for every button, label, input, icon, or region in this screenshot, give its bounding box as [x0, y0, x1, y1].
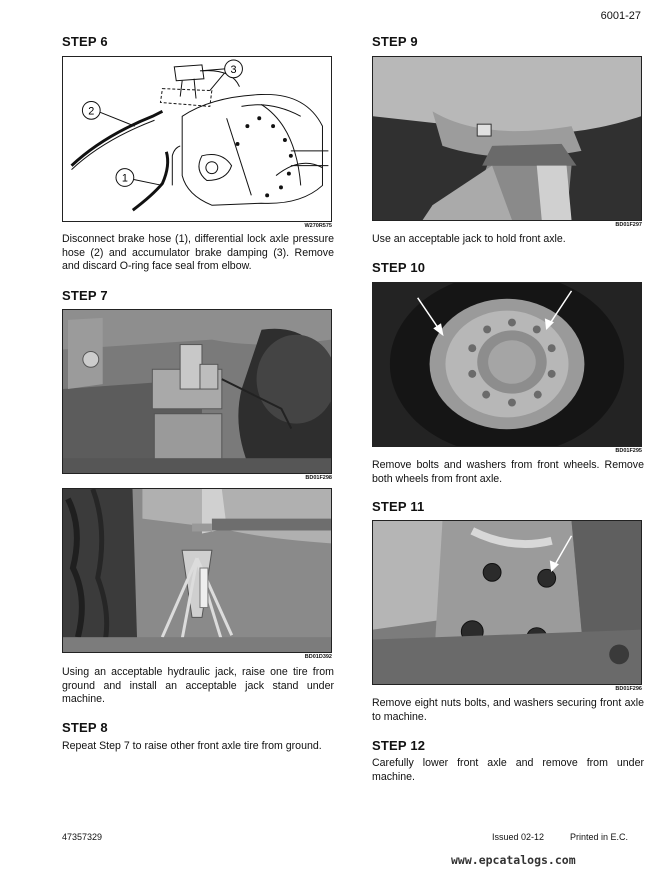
step7-figure2-code: BD01D392 — [304, 654, 332, 660]
step11-title: STEP 11 — [372, 499, 425, 514]
step6-text: Disconnect brake hose (1), differential lock axle pressure hose (2) and accumulator brake damping (3). Remove and discard O-ring face seal from elbow. — [62, 233, 334, 273]
jack-stand-photo — [63, 489, 331, 652]
axle-hose-diagram — [63, 57, 331, 221]
step6-diagram — [62, 56, 332, 222]
callout-1: 1 — [121, 172, 128, 185]
step11-text: Remove eight nuts bolts, and washers securing front axle to machine. — [372, 697, 644, 723]
step11-photo — [372, 520, 642, 685]
step9-title: STEP 9 — [372, 34, 418, 49]
callout-2: 2 — [88, 105, 95, 118]
step7-photo-stand — [62, 488, 332, 653]
step7-photo-jack — [62, 309, 332, 474]
step7-text: Using an acceptable hydraulic jack, raise one tire from ground and install an acceptable jack stand under machine. — [62, 666, 334, 706]
step10-text: Remove bolts and washers from front wheels. Remove both wheels from front axle. — [372, 459, 644, 485]
step6-title: STEP 6 — [62, 34, 108, 49]
step12-title: STEP 12 — [372, 738, 426, 753]
callout-3: 3 — [230, 63, 237, 76]
step10-figure-code: BD01F295 — [615, 448, 642, 454]
printed-in: Printed in E.C. — [570, 832, 629, 842]
page-number: 6001-27 — [600, 10, 641, 22]
axle-jack-photo — [373, 57, 641, 220]
hydraulic-jack-photo — [63, 310, 331, 473]
website-watermark[interactable]: www.epcatalogs.com — [451, 853, 576, 867]
step7-figure1-code: BD01F298 — [305, 475, 332, 481]
step10-photo — [372, 282, 642, 447]
step9-text: Use an acceptable jack to hold front axle. — [372, 233, 566, 245]
wheel-photo — [373, 283, 641, 446]
issued-date: Issued 02-12 — [492, 832, 545, 842]
step9-photo — [372, 56, 642, 221]
step8-title: STEP 8 — [62, 720, 108, 735]
step11-figure-code: BD01F296 — [615, 686, 642, 692]
step9-figure-code: BD01F297 — [615, 222, 642, 228]
step10-title: STEP 10 — [372, 260, 426, 275]
step7-title: STEP 7 — [62, 288, 108, 303]
step6-figure-code: W270R575 — [304, 223, 332, 229]
step12-text: Carefully lower front axle and remove from under machine. — [372, 757, 644, 783]
step8-text: Repeat Step 7 to raise other front axle tire from ground. — [62, 740, 322, 752]
part-number: 47357329 — [62, 832, 103, 842]
axle-mount-bolts-photo — [373, 521, 641, 684]
